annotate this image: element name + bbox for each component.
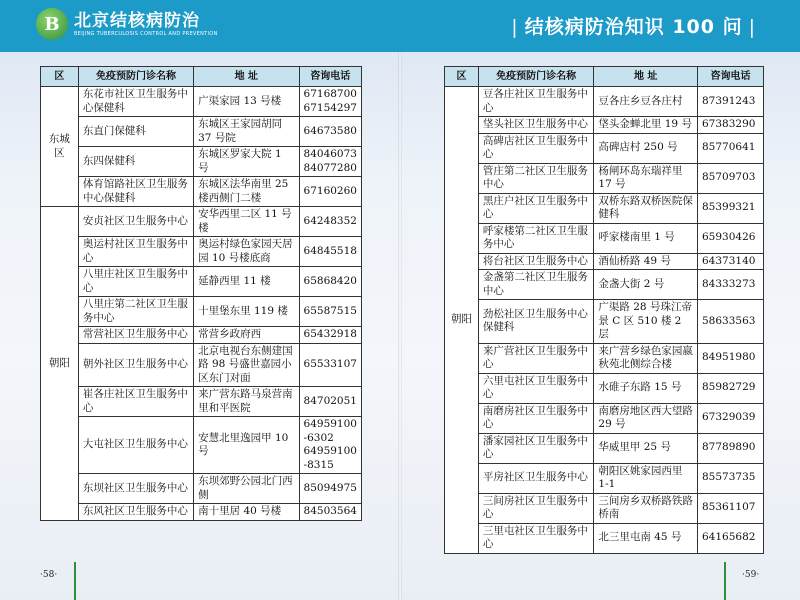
tb-logo-icon: B — [36, 8, 68, 40]
table-row — [41, 177, 362, 207]
clinic-name-cell: 常营社区卫生服务中心 — [78, 327, 193, 344]
table-header-row — [41, 67, 362, 87]
phone-cell: 65587515 — [299, 297, 361, 327]
clinic-name-cell: 垡头社区卫生服务中心 — [478, 117, 593, 134]
address-cell: 来广营东路马泉营南里和平医院 — [194, 387, 299, 417]
table-row — [445, 373, 764, 403]
column-header-address: 地 址 — [194, 67, 299, 87]
phone-cell: 67383290 — [698, 117, 764, 134]
district-cell: 东城区 — [41, 87, 79, 207]
address-cell: 酒仙桥路 49 号 — [594, 253, 698, 270]
footer-rule-left — [74, 562, 76, 600]
phone-cell: 85094975 — [299, 474, 361, 504]
clinic-name-cell: 平房社区卫生服务中心 — [478, 463, 593, 493]
clinic-table-right — [444, 66, 764, 554]
clinic-name-cell: 高碑店社区卫生服务中心 — [478, 133, 593, 163]
table-row — [41, 504, 362, 521]
phone-cell: 85709703 — [698, 163, 764, 193]
table-row — [445, 523, 764, 553]
logo-chinese-name: 北京结核病防治 — [74, 10, 200, 31]
table-row — [41, 387, 362, 417]
address-cell: 北京电视台东侧建国路 98 号盛世嘉园小区东门对面 — [194, 343, 299, 387]
phone-cell: 67168700 67154297 — [299, 87, 361, 117]
table-row — [445, 193, 764, 223]
table-row — [41, 267, 362, 297]
phone-cell: 64959100 -6302 64959100 -8315 — [299, 417, 361, 474]
address-cell: 十里堡东里 119 楼 — [194, 297, 299, 327]
table-row — [445, 163, 764, 193]
clinic-name-cell: 东坝社区卫生服务中心 — [78, 474, 193, 504]
table-row — [41, 297, 362, 327]
book-gutter — [398, 52, 402, 600]
address-cell: 东城区王家园胡同 37 号院 — [194, 117, 299, 147]
phone-cell: 65533107 — [299, 343, 361, 387]
address-cell: 华威里甲 25 号 — [594, 433, 698, 463]
logo-text — [74, 11, 218, 38]
clinic-name-cell: 东风社区卫生服务中心 — [78, 504, 193, 521]
address-cell: 高碑店村 250 号 — [594, 133, 698, 163]
table-row — [445, 433, 764, 463]
column-header-clinic-name: 免疫预防门诊名称 — [478, 67, 593, 87]
address-cell: 东坝郊野公园北门西侧 — [194, 474, 299, 504]
phone-cell: 67160260 — [299, 177, 361, 207]
phone-cell: 84333273 — [698, 270, 764, 300]
address-cell: 安慧北里逸园甲 10 号 — [194, 417, 299, 474]
address-cell: 来广营乡绿色家园嬴秋苑北侧综合楼 — [594, 343, 698, 373]
phone-cell: 85399321 — [698, 193, 764, 223]
table-row — [41, 87, 362, 117]
table-row — [445, 300, 764, 344]
phone-cell: 84702051 — [299, 387, 361, 417]
address-cell: 常营乡政府西 — [194, 327, 299, 344]
footer-rule-right — [724, 562, 726, 600]
clinic-name-cell: 大屯社区卫生服务中心 — [78, 417, 193, 474]
clinic-name-cell: 劲松社区卫生服务中心保健科 — [478, 300, 593, 344]
clinic-name-cell: 安贞社区卫生服务中心 — [78, 207, 193, 237]
clinic-name-cell: 六里屯社区卫生服务中心 — [478, 373, 593, 403]
address-cell: 广渠路 28 号珠江帝景 C 区 510 楼 2 层 — [594, 300, 698, 344]
table-row — [445, 87, 764, 117]
clinic-name-cell: 东四保健科 — [78, 147, 193, 177]
table-row — [41, 343, 362, 387]
phone-cell: 87391243 — [698, 87, 764, 117]
address-cell: 奥运村绿色家园天居园 10 号楼底商 — [194, 237, 299, 267]
phone-cell: 64248352 — [299, 207, 361, 237]
column-header-clinic-name: 免疫预防门诊名称 — [78, 67, 193, 87]
table-row — [445, 117, 764, 134]
column-header-district: 区 — [445, 67, 479, 87]
clinic-table-left — [40, 66, 362, 521]
clinic-name-cell: 崔各庄社区卫生服务中心 — [78, 387, 193, 417]
clinic-name-cell: 来广营社区卫生服务中心 — [478, 343, 593, 373]
title-bar-left: | — [511, 16, 519, 38]
clinic-name-cell: 体育馆路社区卫生服务中心保健科 — [78, 177, 193, 207]
address-cell: 双桥东路双桥医院保健科 — [594, 193, 698, 223]
table-row — [41, 237, 362, 267]
phone-cell: 65868420 — [299, 267, 361, 297]
clinic-name-cell: 八里庄第二社区卫生服务中心 — [78, 297, 193, 327]
address-cell: 水碓子东路 15 号 — [594, 373, 698, 403]
address-cell: 朝阳区姚家园西里 1-1 — [594, 463, 698, 493]
phone-cell: 65432918 — [299, 327, 361, 344]
address-cell: 东城区罗家大院 1 号 — [194, 147, 299, 177]
phone-cell: 87789890 — [698, 433, 764, 463]
clinic-name-cell: 金盏第二社区卫生服务中心 — [478, 270, 593, 300]
table-header-row — [445, 67, 764, 87]
address-cell: 南磨房地区西大望路 29 号 — [594, 403, 698, 433]
address-cell: 安华西里二区 11 号楼 — [194, 207, 299, 237]
page-number-right: ·59· — [742, 570, 760, 580]
district-cell: 朝阳 — [41, 207, 79, 521]
table-row — [41, 417, 362, 474]
table-row — [41, 117, 362, 147]
address-cell: 豆各庄乡豆各庄村 — [594, 87, 698, 117]
phone-cell: 85573735 — [698, 463, 764, 493]
clinic-name-cell: 东直门保健科 — [78, 117, 193, 147]
phone-cell: 84503564 — [299, 504, 361, 521]
table-row — [445, 493, 764, 523]
address-cell: 垡头金蝉北里 19 号 — [594, 117, 698, 134]
column-header-phone: 咨询电话 — [698, 67, 764, 87]
logo-english-name: BEIJING TUBERCULOSIS CONTROL AND PREVENTION — [74, 30, 218, 37]
table-row — [41, 474, 362, 504]
address-cell: 广渠家园 13 号楼 — [194, 87, 299, 117]
address-cell: 呼家楼南里 1 号 — [594, 223, 698, 253]
table-row — [41, 207, 362, 237]
clinic-name-cell: 八里庄社区卫生服务中心 — [78, 267, 193, 297]
clinic-name-cell: 三里屯社区卫生服务中心 — [478, 523, 593, 553]
clinic-name-cell: 将台社区卫生服务中心 — [478, 253, 593, 270]
phone-cell: 85770641 — [698, 133, 764, 163]
table-row — [41, 327, 362, 344]
address-cell: 杨闸环岛东瑞祥里 17 号 — [594, 163, 698, 193]
clinic-name-cell: 东花市社区卫生服务中心保健科 — [78, 87, 193, 117]
clinic-name-cell: 豆各庄社区卫生服务中心 — [478, 87, 593, 117]
clinic-name-cell: 黑庄户社区卫生服务中心 — [478, 193, 593, 223]
table-row — [41, 147, 362, 177]
column-header-district: 区 — [41, 67, 79, 87]
district-cell: 朝阳 — [445, 87, 479, 554]
address-cell: 北三里屯南 45 号 — [594, 523, 698, 553]
book-title-text: 结核病防治知识 100 问 — [524, 16, 743, 38]
address-cell: 延静西里 11 楼 — [194, 267, 299, 297]
phone-cell: 64373140 — [698, 253, 764, 270]
clinic-name-cell: 三间房社区卫生服务中心 — [478, 493, 593, 523]
clinic-name-cell: 潘家园社区卫生服务中心 — [478, 433, 593, 463]
phone-cell: 65930426 — [698, 223, 764, 253]
table-row — [445, 223, 764, 253]
clinic-name-cell: 南磨房社区卫生服务中心 — [478, 403, 593, 433]
logo — [36, 8, 218, 40]
phone-cell: 85982729 — [698, 373, 764, 403]
address-cell: 金盏大街 2 号 — [594, 270, 698, 300]
address-cell: 东城区法华南里 25 楼西侧门二楼 — [194, 177, 299, 207]
phone-cell: 85361107 — [698, 493, 764, 523]
table-row — [445, 253, 764, 270]
table-row — [445, 343, 764, 373]
table-row — [445, 403, 764, 433]
clinic-name-cell: 朝外社区卫生服务中心 — [78, 343, 193, 387]
phone-cell: 58633563 — [698, 300, 764, 344]
clinic-name-cell: 奥运村社区卫生服务中心 — [78, 237, 193, 267]
table-row — [445, 270, 764, 300]
title-bar-right: | — [748, 16, 756, 38]
address-cell: 三间房乡双桥路铁路桥南 — [594, 493, 698, 523]
phone-cell: 67329039 — [698, 403, 764, 433]
table-row — [445, 133, 764, 163]
page-header — [0, 0, 800, 52]
address-cell: 南十里居 40 号楼 — [194, 504, 299, 521]
book-title — [505, 12, 762, 39]
phone-cell: 64673580 — [299, 117, 361, 147]
clinic-name-cell: 呼家楼第二社区卫生服务中心 — [478, 223, 593, 253]
phone-cell: 64165682 — [698, 523, 764, 553]
column-header-phone: 咨询电话 — [299, 67, 361, 87]
phone-cell: 84046073 84077280 — [299, 147, 361, 177]
clinic-name-cell: 管庄第二社区卫生服务中心 — [478, 163, 593, 193]
page-number-left: ·58· — [40, 570, 58, 580]
phone-cell: 64845518 — [299, 237, 361, 267]
column-header-address: 地 址 — [594, 67, 698, 87]
phone-cell: 84951980 — [698, 343, 764, 373]
table-row — [445, 463, 764, 493]
